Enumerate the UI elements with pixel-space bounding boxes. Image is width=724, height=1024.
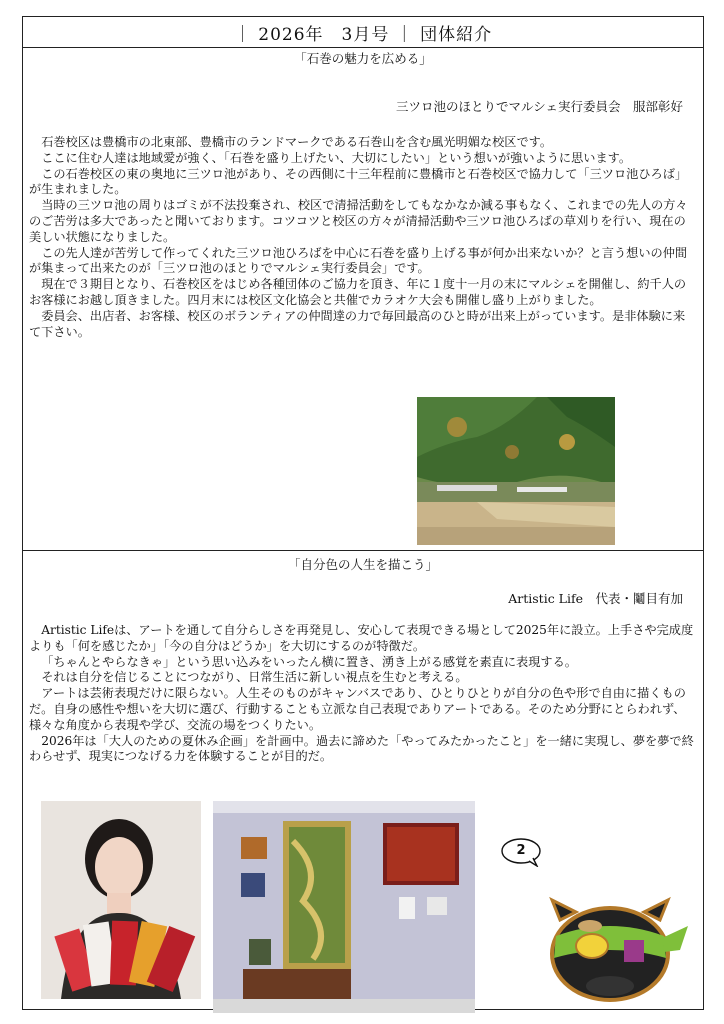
mascot-illustration [546, 886, 692, 1004]
page-number: 2 [516, 843, 526, 858]
article-body [29, 135, 697, 340]
paragraph: 当時の三ツロ池の周りはゴミが不法投棄され、校区で清掃活動をしてもなかなか減る事もなく、これまでの先人の方々のご苦労は多大であったと聞いております。コツコツと校区の方々が清掃活動や三ツロ池ひろばの草刈りを行い、現在の美しい状態になりました。 [29, 198, 688, 244]
paragraph: ここに住む人達は地域愛が強く、「石巻を盛り上げたい、大切にしたい」という想いが強いように思います。 [41, 150, 632, 165]
portrait-photo [41, 801, 201, 999]
paragraph: この先人達が苦労して作ってくれた三ツロ池ひろばを中心に石巻を盛り上げる事が何か出来ないか？と言う想いの仲間が集まって出来たのが「三ツロ池のほとりでマルシェ実行委員会」です。 [29, 245, 688, 276]
paragraph: 「ちゃんとやらなきゃ」という思い込みをいったん横に置き、湧き上がる感覚を素直に表現する。 [41, 654, 577, 669]
paragraph: 現在で３期目となり、石巻校区をはじめ各種団体のご協力を頂き、年に１度十一月の末にマルシェを開催し、約千人のお客様にお越し頂きました。四月末には校区文化協会と共催でカラオケ大会も開催し盛り上がりました。 [29, 277, 687, 307]
paragraph: 2026年は「大人のための夏休み企画」を計画中。過去に諦めた「やってみたかったこと」を一緒に実現し、夢を夢で終わらせず、現実につなげる力を体験することが目的だ。 [29, 733, 694, 764]
article-ishimaki [23, 47, 703, 551]
article-title: 「自分色の人生を描こう」 [287, 557, 438, 572]
header-divider: ｜ [233, 24, 259, 45]
page-frame [22, 16, 704, 1010]
article-artistic-life [23, 551, 703, 1011]
article-body [29, 623, 697, 765]
paragraph: Artistic Lifeは、アートを通して自分らしさを再発見し、安心して表現できる場として2025年に設立。上手さや完成度よりも「何を感じたか」「今の自分はどうか」を大切にするのが特徴だ。 [29, 623, 694, 653]
article-title: 「石巻の魅力を広める」 [294, 51, 432, 66]
paragraph: この石巻校区の東の奥地に三ツロ池があり、その西側に十三年程前に豊橋市と石巻校区で協力して「三ツロ池ひろば」が生まれました。 [29, 166, 688, 197]
paragraph: 委員会、出店者、お客様、校区のボランティアの仲間達の力で毎回最高のひと時が出来上がっています。是非体験に来て下さい。 [29, 308, 686, 339]
exhibition-photo [213, 801, 475, 1013]
landscape-photo [417, 397, 615, 545]
paragraph: それは自分を信じることにつながり、日常生活に新しい視点を生むと考える。 [41, 670, 468, 685]
paragraph: アートは芸術表現だけに限らない。人生そのものがキャンバスであり、ひとりひとりが自分の色や形で自由に描くものだ。自身の感性や想いを大切に選び、行動することも立派な自己表現でありアートである。そのため分野にとらわれず、様々な角度から表現や学び、交流の場をつくりたい。 [29, 686, 686, 732]
article-byline: Artistic Life 代表・鬮目有加 [508, 591, 683, 606]
header-year: 2026年 [258, 24, 324, 45]
header-divider: ｜ [389, 24, 421, 45]
header-issue: 3月号 [341, 24, 390, 45]
paragraph: 石巻校区は豊橋市の北東部、豊橋市のランドマークである石巻山を含む風光明媚な校区です。 [41, 135, 553, 149]
article-byline: 三ツロ池のほとりでマルシェ実行委員会 服部彰好 [396, 99, 683, 114]
header-section: 団体紹介 [420, 24, 493, 45]
page-header [23, 17, 703, 48]
